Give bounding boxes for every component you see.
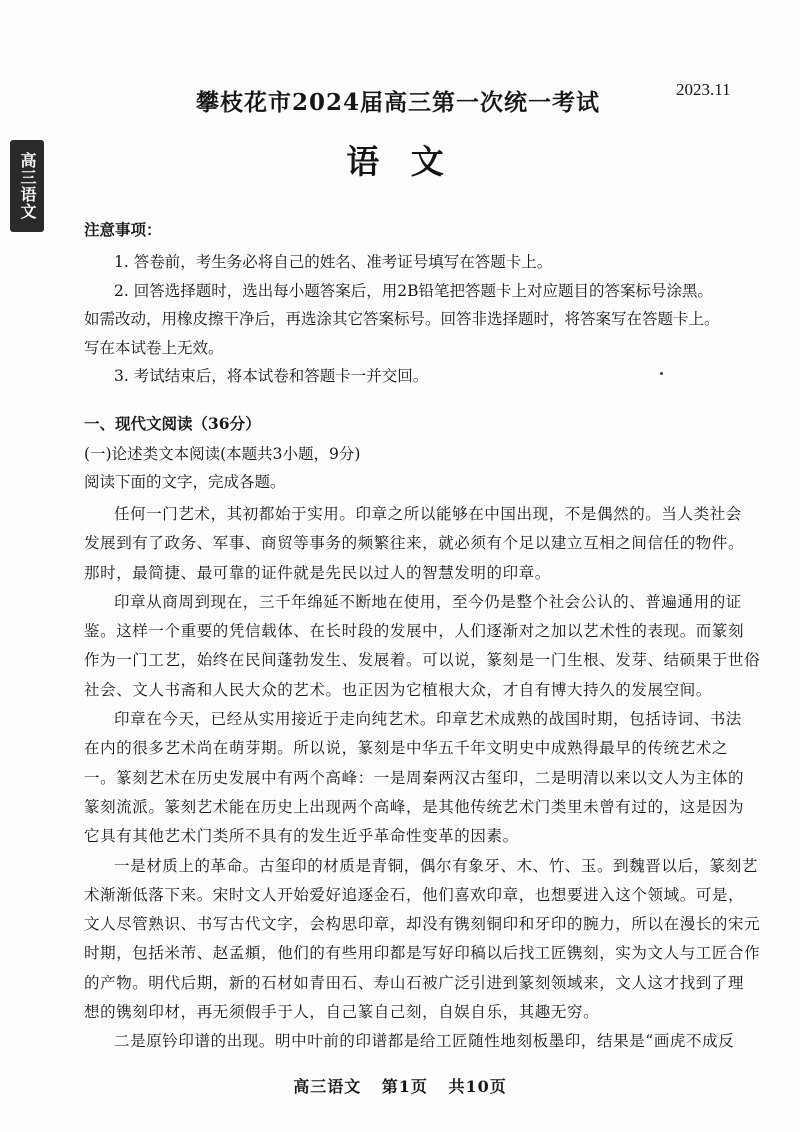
passage-line: 文人尽管熟识、书写古代文字，会构思印章，却没有镌刻铜印和牙印的腕力，所以在漫长的宋元 (84, 915, 761, 934)
passage-line: 的产物。明代后期，新的石材如青田石、寿山石被广泛引进到篆刻领域来，文人这才找到了理 (84, 973, 745, 992)
passage-line: 鉴。这样一个重要的凭信载体、在长时段的发展中，人们逐渐对之加以艺术性的表现。而篆刻 (84, 622, 745, 641)
scan-speck (660, 372, 663, 375)
footer-total-pages: 共10页 (448, 1077, 507, 1096)
passage-line: 它具有其他艺术门类所不具有的发生近乎革命性变革的因素。 (84, 827, 519, 846)
passage-line: 术渐渐低落下来。宋时文人开始爱好追逐金石，他们喜欢印章，也想要进入这个领域。可是， (84, 885, 745, 904)
notes-list (84, 248, 734, 391)
passage-line: 印章从商周到现在，三千年绵延不断地在使用，至今仍是整个社会公认的、普遍通用的证 (114, 592, 742, 611)
note-line: 3. 考试结束后，将本试卷和答题卡一并交回。 (114, 367, 429, 385)
page-footer (270, 1074, 530, 1097)
notes-heading: 注意事项： (84, 220, 162, 239)
subject-title: 语 文 (346, 142, 454, 181)
passage-line: 篆刻流派。篆刻艺术能在历史上出现两个高峰，是其他传统艺术门类里未曾有过的，这是因为 (84, 797, 745, 816)
note-line: 如需改动，用橡皮擦干净后，再选涂其它答案标号。回答非选择题时，将答案写在答题卡上。 (84, 310, 720, 328)
note-line: 1. 答卷前，考生务必将自己的姓名、准考证号填写在答题卡上。 (114, 253, 553, 271)
passage-line: 二是原钤印谱的出现。明中叶前的印谱都是给工匠随性地刻板墨印，结果是“画虎不成反 (114, 1032, 735, 1051)
passage-line: 一。篆刻艺术在历史发展中有两个高峰：一是周秦两汉古玺印，二是明清以来以文人为主体的 (84, 768, 745, 787)
note-line: 写在本试卷上无效。 (84, 338, 224, 357)
passage-line: 任何一门艺术，其初都始于实用。印章之所以能够在中国出现，不是偶然的。当人类社会 (114, 505, 742, 523)
reading-instruction: 阅读下面的文字，完成各题。 (84, 473, 286, 491)
passage-line: 在内的很多艺术尚在萌芽期。所以说，篆刻是中华五千年文明史中成熟得最早的传统艺术之 (84, 739, 729, 758)
note-line: 2. 回答选择题时，选出每小题答案后，用2B铅笔把答题卡上对应题目的答案标号涂黑。 (114, 281, 713, 300)
passage-line: 发展到有了政务、军事、商贸等事务的频繁往来，就必须有个足以建立互相之间信任的物件。 (84, 534, 745, 553)
exam-title: 攀枝花市2024届高三第一次统一考试 (195, 89, 600, 116)
passage-line: 作为一门工艺，始终在民间蓬勃发生、发展着。可以说，篆刻是一门生根、发芽、结硕果于世俗 (84, 651, 761, 670)
passage-line: 时期，包括米芾、赵孟頫，他们的有些用印都是写好印稿以后找工匠镌刻，实为文人与工匠合作 (84, 944, 761, 963)
passage-line: 那时，最简捷、最可靠的证件就是先民以过人的智慧发明的印章。 (84, 563, 551, 582)
passage-line: 社会、文人书斋和人民大众的艺术。也正因为它植根大众，才自有博大持久的发展空间。 (84, 680, 712, 699)
subject-side-tab: 高三语文 (10, 140, 44, 232)
passage-line: 一是材质上的革命。古玺印的材质是青铜，偶尔有象牙、木、竹、玉。到魏晋以后，篆刻艺 (114, 856, 759, 875)
passage-line: 想的镌刻印材，再无须假手于人，自己篆自己刻，自娱自乐，其趣无穷。 (84, 1003, 600, 1022)
footer-page-number: 第1页 (381, 1077, 428, 1096)
footer-course: 高三语文 (293, 1077, 362, 1096)
reading-passage (84, 500, 761, 1057)
exam-date: 2023.11 (676, 80, 731, 99)
passage-line: 印章在今天，已经从实用接近于走向纯艺术。印章艺术成熟的战国时期，包括诗词、书法 (114, 710, 742, 729)
section-title: 一、现代文阅读（36分） (84, 414, 261, 433)
subsection-title: (一)论述类文本阅读(本题共3小题，9分) (84, 445, 361, 463)
